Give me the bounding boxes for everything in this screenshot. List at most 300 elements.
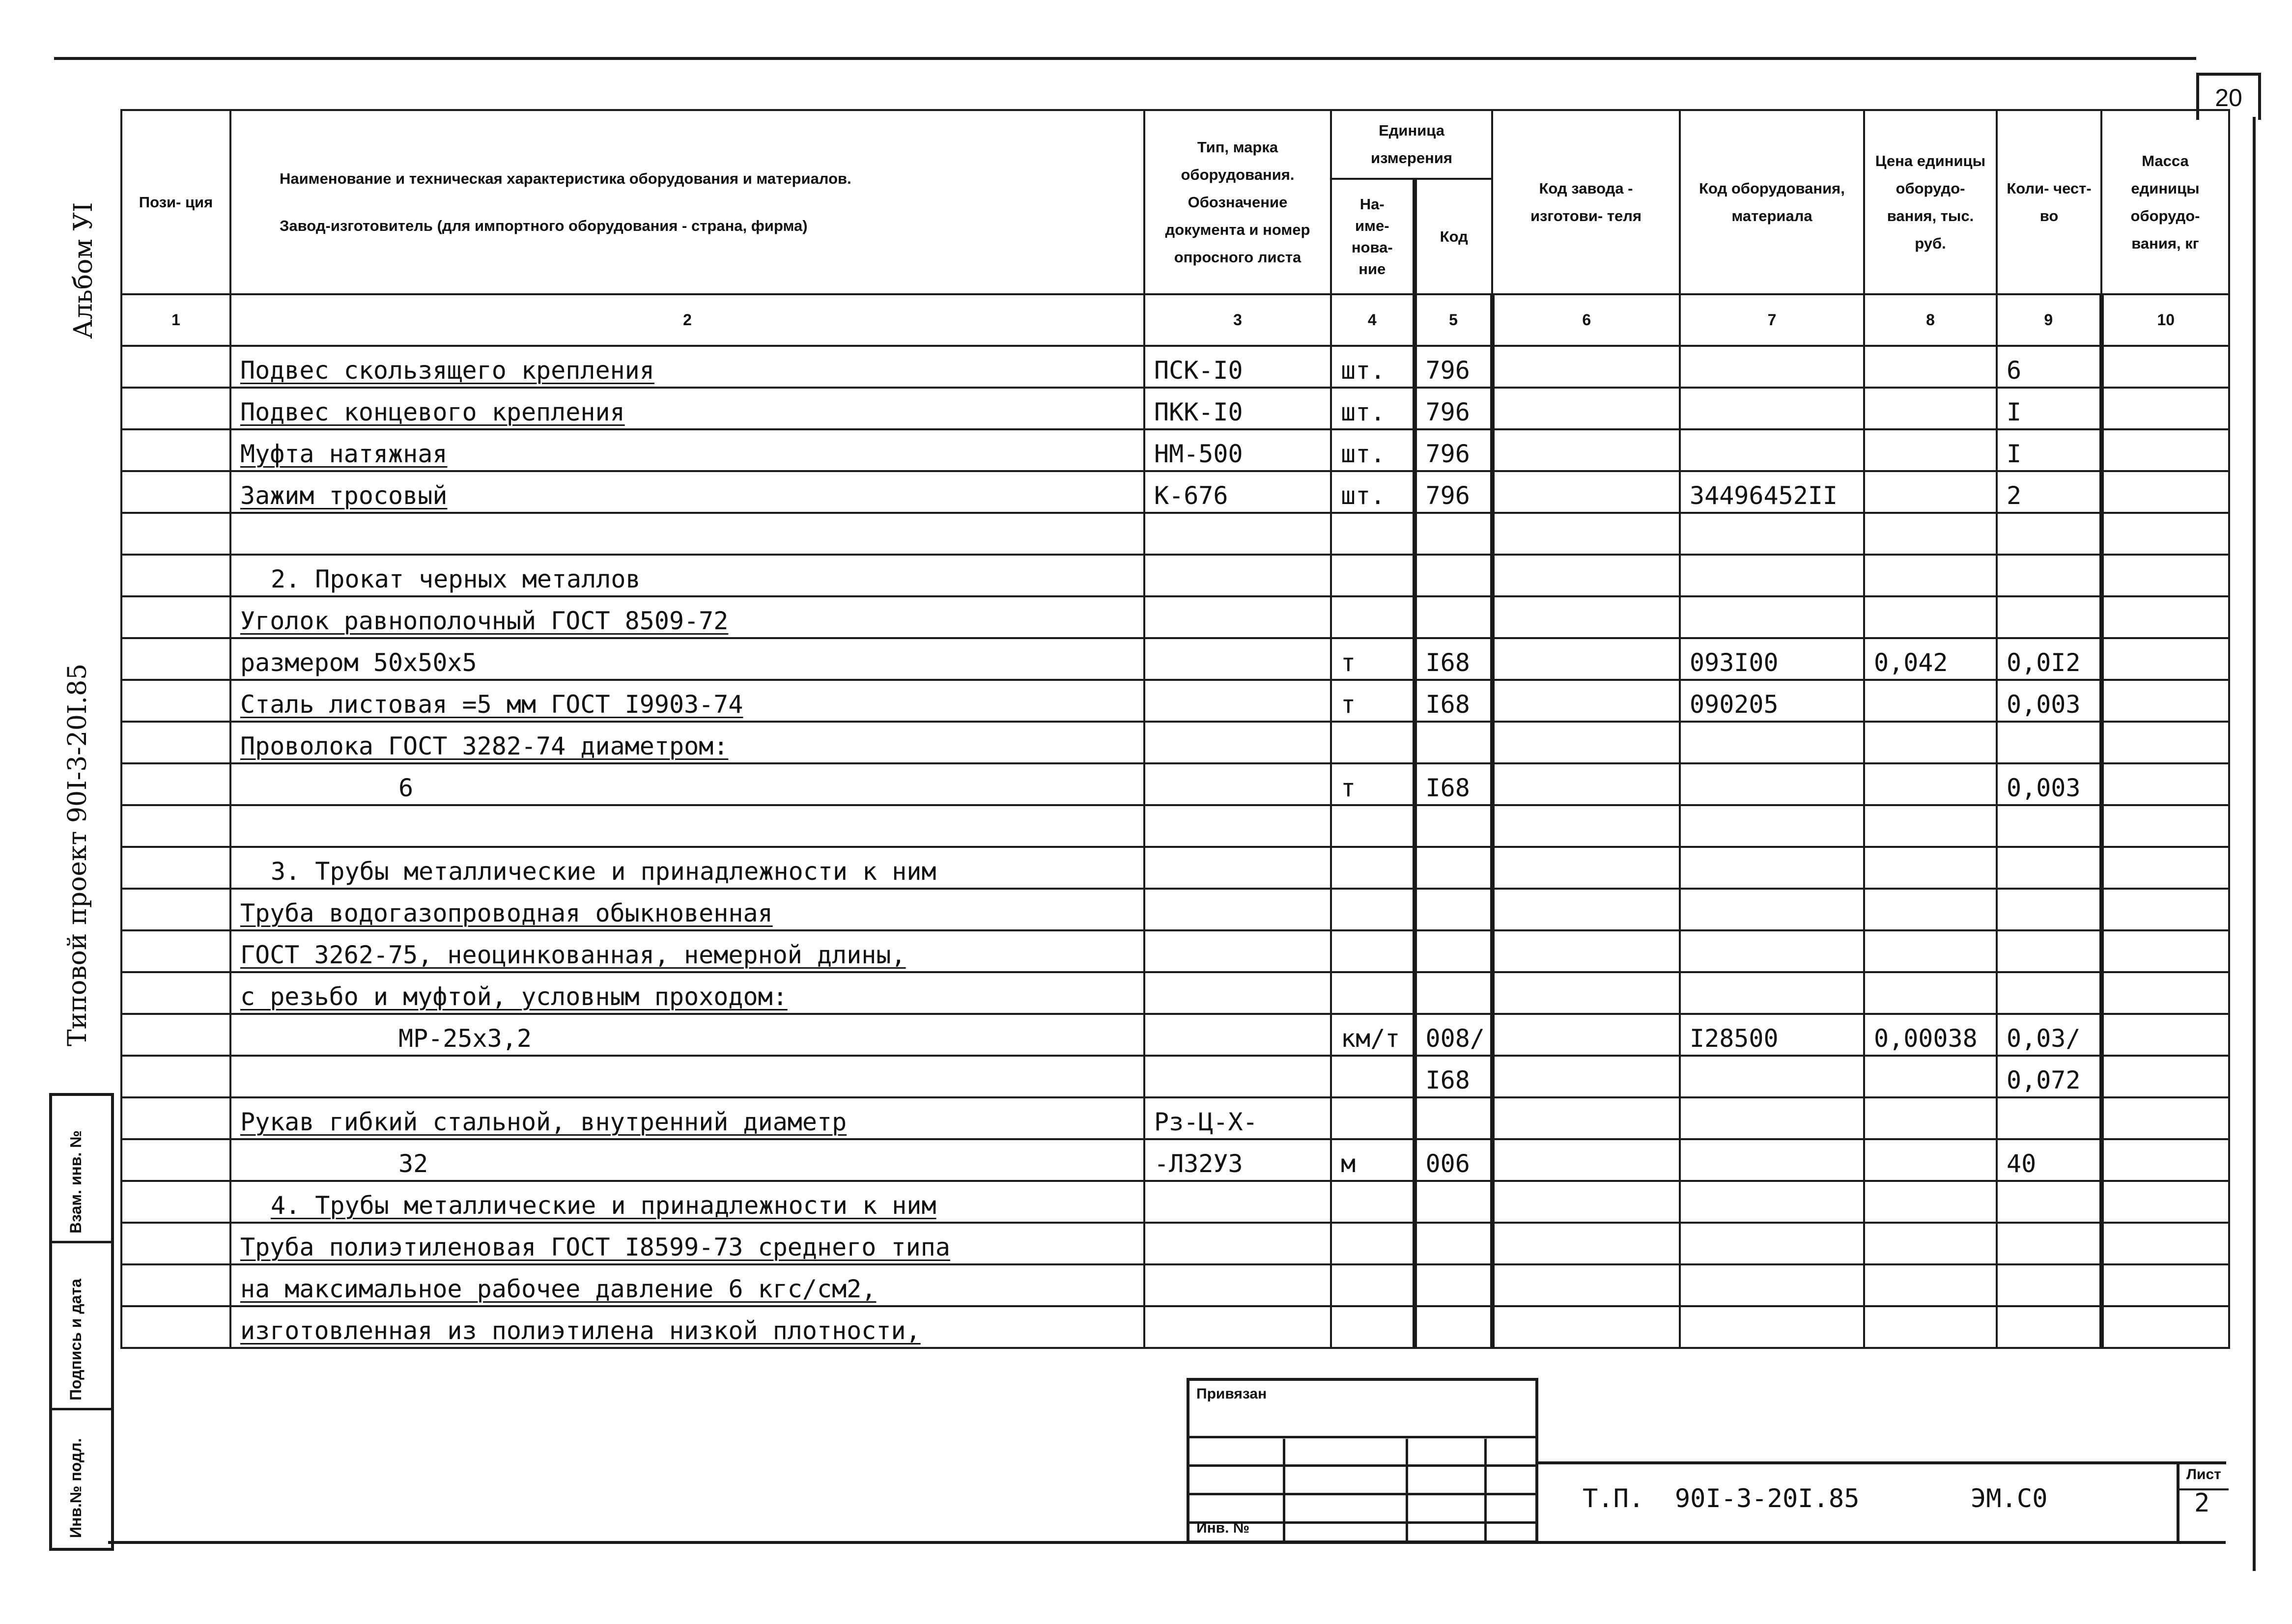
unit-mass [2101, 972, 2229, 1014]
pos-cell [121, 1264, 230, 1306]
item-type-text: К-676 [1154, 481, 1228, 510]
item-name-text: размером 50х50х5 [240, 648, 477, 677]
table-row [121, 1223, 2229, 1264]
unit-name [1331, 471, 1415, 513]
unit-code-text: I68 [1425, 1066, 1470, 1094]
unit-price-text: 0,00038 [1874, 1024, 1978, 1053]
equipment-code [1680, 596, 1864, 638]
item-type [1144, 805, 1331, 847]
quantity [1997, 1097, 2101, 1139]
item-type-text: Рз-Ц-Х- [1154, 1108, 1258, 1136]
unit-mass [2101, 1139, 2229, 1181]
stamp-grid-line [1406, 1439, 1408, 1543]
quantity [1997, 471, 2101, 513]
unit-price [1864, 680, 1997, 722]
item-name [230, 429, 1144, 471]
bound-label: Привязан [1196, 1386, 1267, 1402]
unit-code [1415, 763, 1492, 805]
header-price: Цена единицы оборудо- вания, тыс. руб. [1864, 110, 1997, 294]
unit-code [1415, 1014, 1492, 1056]
item-name [230, 1056, 1144, 1097]
unit-code [1415, 1223, 1492, 1264]
item-name-text: изготовленная из полиэтилена низкой плотности, [240, 1316, 921, 1345]
item-name [230, 1264, 1144, 1306]
pos-cell [121, 972, 230, 1014]
item-name [230, 471, 1144, 513]
quantity [1997, 1139, 2101, 1181]
quantity [1997, 1264, 2101, 1306]
item-name-text: Сталь листовая =5 мм ГОСТ I9903-74 [240, 690, 743, 719]
quantity-text: 2 [2007, 481, 2022, 510]
pos-cell [121, 346, 230, 388]
item-type-text: НМ-500 [1154, 440, 1243, 468]
unit-mass [2101, 388, 2229, 429]
table-row [121, 889, 2229, 930]
unit-price [1864, 388, 1997, 429]
pos-cell [121, 555, 230, 596]
item-type [1144, 972, 1331, 1014]
equipment-code-text: 090205 [1690, 690, 1779, 719]
item-name [230, 596, 1144, 638]
project-label: Типовой проект 90I-3-20I.85 [63, 663, 92, 1046]
plant-code [1492, 429, 1680, 471]
unit-name [1331, 638, 1415, 680]
colnum-8: 8 [1864, 294, 1997, 346]
plant-code [1492, 972, 1680, 1014]
unit-price [1864, 513, 1997, 555]
item-name-text: Подвес скользящего крепления [240, 356, 654, 385]
unit-code-text: I68 [1425, 648, 1470, 677]
unit-code [1415, 346, 1492, 388]
item-name [230, 805, 1144, 847]
colnum-9: 9 [1997, 294, 2101, 346]
unit-code [1415, 429, 1492, 471]
item-name [230, 555, 1144, 596]
unit-price [1864, 429, 1997, 471]
unit-price [1864, 763, 1997, 805]
item-name-text: Труба полиэтиленовая ГОСТ I8599-73 среднего типа [240, 1233, 950, 1261]
plant-code [1492, 388, 1680, 429]
header-equipment-code: Код оборудования, материала [1680, 110, 1864, 294]
plant-code [1492, 346, 1680, 388]
unit-mass [2101, 680, 2229, 722]
quantity [1997, 972, 2101, 1014]
plant-code [1492, 1056, 1680, 1097]
item-name [230, 722, 1144, 763]
unit-name [1331, 388, 1415, 429]
unit-name-text: шт. [1341, 356, 1386, 385]
quantity [1997, 1306, 2101, 1348]
unit-name [1331, 555, 1415, 596]
equipment-code [1680, 346, 1864, 388]
unit-price [1864, 471, 1997, 513]
top-border-line [54, 57, 2196, 60]
equipment-code [1680, 638, 1864, 680]
pos-cell [121, 847, 230, 889]
table-row [121, 555, 2229, 596]
item-type [1144, 1056, 1331, 1097]
plant-code [1492, 930, 1680, 972]
item-name-text: 4. Трубы металлические и принадлежности к ним [271, 1191, 936, 1220]
item-type [1144, 513, 1331, 555]
quantity [1997, 763, 2101, 805]
unit-price-text: 0,042 [1874, 648, 1948, 677]
item-type [1144, 1139, 1331, 1181]
unit-code [1415, 1056, 1492, 1097]
quantity [1997, 1181, 2101, 1223]
inventory-no-label: Инв. № [1196, 1520, 1250, 1536]
plant-code [1492, 1306, 1680, 1348]
unit-price [1864, 1097, 1997, 1139]
unit-mass [2101, 1223, 2229, 1264]
sheet-cell [2177, 1461, 2229, 1543]
unit-name [1331, 1139, 1415, 1181]
item-type-text: ПСК-I0 [1154, 356, 1243, 385]
unit-mass [2101, 638, 2229, 680]
colnum-10: 10 [2101, 294, 2229, 346]
plant-code [1492, 1139, 1680, 1181]
item-type [1144, 1097, 1331, 1139]
unit-code-text: 796 [1425, 398, 1470, 426]
pos-cell [121, 1223, 230, 1264]
plant-code [1492, 1014, 1680, 1056]
pos-cell [121, 1306, 230, 1348]
quantity [1997, 930, 2101, 972]
item-type [1144, 346, 1331, 388]
unit-mass [2101, 930, 2229, 972]
unit-price [1864, 805, 1997, 847]
unit-name [1331, 429, 1415, 471]
item-name [230, 1181, 1144, 1223]
unit-mass [2101, 805, 2229, 847]
unit-code [1415, 805, 1492, 847]
item-type [1144, 1306, 1331, 1348]
unit-code [1415, 388, 1492, 429]
quantity-text: 6 [2007, 356, 2022, 385]
unit-price [1864, 1139, 1997, 1181]
unit-code [1415, 1306, 1492, 1348]
stamp-grid-line [1283, 1439, 1285, 1543]
pos-cell [121, 1139, 230, 1181]
unit-code [1415, 638, 1492, 680]
plant-code [1492, 722, 1680, 763]
header-position: Пози- ция [121, 110, 230, 294]
equipment-code [1680, 1181, 1864, 1223]
pos-cell [121, 889, 230, 930]
unit-name [1331, 1223, 1415, 1264]
unit-mass [2101, 555, 2229, 596]
quantity [1997, 805, 2101, 847]
quantity [1997, 596, 2101, 638]
item-name [230, 1097, 1144, 1139]
table-row [121, 471, 2229, 513]
unit-mass [2101, 847, 2229, 889]
unit-mass [2101, 763, 2229, 805]
item-name [230, 763, 1144, 805]
unit-mass [2101, 1181, 2229, 1223]
unit-price [1864, 555, 1997, 596]
pos-cell [121, 596, 230, 638]
item-name [230, 889, 1144, 930]
quantity [1997, 346, 2101, 388]
colnum-6: 6 [1492, 294, 1680, 346]
title-block [1538, 1461, 2226, 1546]
item-type [1144, 1181, 1331, 1223]
equipment-code [1680, 388, 1864, 429]
quantity-text: I [2007, 398, 2022, 426]
quantity [1997, 555, 2101, 596]
item-type [1144, 930, 1331, 972]
table-row [121, 930, 2229, 972]
table-row [121, 972, 2229, 1014]
unit-code [1415, 1181, 1492, 1223]
quantity-text: 0,003 [2007, 690, 2081, 719]
pos-cell [121, 1097, 230, 1139]
equipment-code [1680, 1139, 1864, 1181]
quantity [1997, 889, 2101, 930]
equipment-code [1680, 429, 1864, 471]
unit-code [1415, 1139, 1492, 1181]
pos-cell [121, 513, 230, 555]
unit-mass [2101, 1014, 2229, 1056]
equipment-code [1680, 1223, 1864, 1264]
unit-price [1864, 1181, 1997, 1223]
pos-cell [121, 1056, 230, 1097]
quantity [1997, 429, 2101, 471]
plant-code [1492, 1181, 1680, 1223]
unit-mass [2101, 1097, 2229, 1139]
equipment-code [1680, 763, 1864, 805]
item-name [230, 513, 1144, 555]
unit-name [1331, 763, 1415, 805]
column-number-row [121, 294, 2229, 346]
equipment-code [1680, 1014, 1864, 1056]
quantity-text: 0,003 [2007, 774, 2081, 802]
unit-name [1331, 930, 1415, 972]
table-row [121, 805, 2229, 847]
table-row [121, 1014, 2229, 1056]
item-name [230, 346, 1144, 388]
table-row [121, 763, 2229, 805]
sign-date-cell [52, 1243, 111, 1410]
stamp-grid-line [1189, 1493, 1535, 1495]
unit-price [1864, 1014, 1997, 1056]
unit-code [1415, 1097, 1492, 1139]
item-type-text: -Л32У3 [1154, 1149, 1243, 1178]
quantity [1997, 1056, 2101, 1097]
header-name [230, 110, 1144, 294]
unit-code-text: 006 [1425, 1149, 1470, 1178]
unit-code-text: I68 [1425, 774, 1470, 802]
equipment-code [1680, 1097, 1864, 1139]
replace-inv-cell [52, 1096, 111, 1243]
unit-name-text: м [1341, 1149, 1356, 1178]
unit-mass [2101, 471, 2229, 513]
item-name-text: Труба водогазопроводная обыкновенная [240, 899, 773, 927]
unit-price [1864, 1223, 1997, 1264]
unit-code [1415, 930, 1492, 972]
unit-code [1415, 722, 1492, 763]
item-type [1144, 471, 1331, 513]
quantity [1997, 1014, 2101, 1056]
colnum-2: 2 [230, 294, 1144, 346]
album-label: Альбом УI [69, 202, 98, 339]
unit-mass [2101, 889, 2229, 930]
unit-name-text: шт. [1341, 481, 1386, 510]
unit-name [1331, 1306, 1415, 1348]
colnum-5: 5 [1415, 294, 1492, 346]
unit-name-text: т [1341, 774, 1356, 802]
specification-table [120, 109, 2230, 1349]
plant-code [1492, 638, 1680, 680]
header-name-line1: Наименование и техническая характеристика оборудования и материалов. [280, 169, 851, 187]
replace-inv-label: Взам. инв. № [67, 1130, 85, 1233]
equipment-code [1680, 972, 1864, 1014]
unit-code [1415, 513, 1492, 555]
unit-name-text: шт. [1341, 398, 1386, 426]
table-row [121, 1139, 2229, 1181]
unit-price [1864, 1056, 1997, 1097]
header-quantity: Коли- чест- во [1997, 110, 2101, 294]
unit-code [1415, 847, 1492, 889]
item-name-text: 2. Прокат черных металлов [271, 565, 641, 593]
table-row [121, 1264, 2229, 1306]
equipment-code-text: I28500 [1690, 1024, 1779, 1053]
unit-name [1331, 1181, 1415, 1223]
unit-name-text: шт. [1341, 440, 1386, 468]
unit-price [1864, 1306, 1997, 1348]
document-code: Т.П. 90I-3-20I.85 [1583, 1484, 1860, 1513]
item-name [230, 388, 1144, 429]
equipment-code [1680, 513, 1864, 555]
unit-mass [2101, 513, 2229, 555]
header-unit: Единица измерения [1331, 110, 1492, 179]
equipment-code [1680, 930, 1864, 972]
item-name-text: 3. Трубы металлические и принадлежности к ним [271, 857, 936, 886]
equipment-code [1680, 889, 1864, 930]
item-type [1144, 1264, 1331, 1306]
unit-name [1331, 972, 1415, 1014]
table-row [121, 638, 2229, 680]
equipment-code [1680, 471, 1864, 513]
plant-code [1492, 513, 1680, 555]
unit-mass [2101, 429, 2229, 471]
plant-code [1492, 1264, 1680, 1306]
sheet-number: 2 [2194, 1488, 2210, 1518]
item-name-text: 32 [398, 1149, 428, 1178]
left-stamp-strip [49, 1093, 114, 1551]
unit-code [1415, 596, 1492, 638]
item-name [230, 930, 1144, 972]
inv-orig-label: Инв.№ подл. [67, 1438, 85, 1538]
table-row [121, 847, 2229, 889]
table-row [121, 513, 2229, 555]
unit-name [1331, 680, 1415, 722]
item-name-text: МР-25х3,2 [398, 1024, 532, 1053]
pos-cell [121, 1014, 230, 1056]
plant-code [1492, 471, 1680, 513]
plant-code [1492, 596, 1680, 638]
table-row [121, 680, 2229, 722]
unit-price [1864, 346, 1997, 388]
unit-code [1415, 680, 1492, 722]
pos-cell [121, 763, 230, 805]
unit-name [1331, 596, 1415, 638]
unit-code [1415, 471, 1492, 513]
item-name [230, 1306, 1144, 1348]
item-name-text: Зажим тросовый [240, 481, 448, 510]
unit-price [1864, 930, 1997, 972]
unit-name-text: т [1341, 690, 1356, 719]
equipment-code [1680, 1264, 1864, 1306]
table-row [121, 596, 2229, 638]
colnum-3: 3 [1144, 294, 1331, 346]
pos-cell [121, 1181, 230, 1223]
header-mass: Масса единицы оборудо- вания, кг [2101, 110, 2229, 294]
item-name-text: 6 [398, 774, 414, 802]
unit-name [1331, 346, 1415, 388]
page-number: 20 [2196, 73, 2261, 120]
unit-mass [2101, 722, 2229, 763]
equipment-code [1680, 1306, 1864, 1348]
unit-price [1864, 847, 1997, 889]
table-row [121, 1097, 2229, 1139]
plant-code [1492, 680, 1680, 722]
stamp-grid-line [1484, 1439, 1487, 1543]
pos-cell [121, 638, 230, 680]
unit-code-text: 796 [1425, 356, 1470, 385]
equipment-code [1680, 555, 1864, 596]
sheet-label: Лист [2186, 1466, 2221, 1483]
table-row [121, 388, 2229, 429]
quantity-text: I [2007, 440, 2022, 468]
header-plant-code: Код завода - изготови- теля [1492, 110, 1680, 294]
plant-code [1492, 763, 1680, 805]
colnum-4: 4 [1331, 294, 1415, 346]
stamp-grid-line [1189, 1436, 1535, 1438]
equipment-code [1680, 1056, 1864, 1097]
colnum-1: 1 [121, 294, 230, 346]
item-type-text: ПКК-I0 [1154, 398, 1243, 426]
unit-mass [2101, 1306, 2229, 1348]
item-name-text: на максимальное рабочее давление 6 кгс/см2, [240, 1275, 877, 1303]
unit-name [1331, 1014, 1415, 1056]
unit-mass [2101, 1264, 2229, 1306]
item-name [230, 1014, 1144, 1056]
item-name-text: Проволока ГОСТ 3282-74 диаметром: [240, 732, 729, 760]
stamp-grid-line [1189, 1464, 1535, 1467]
unit-code [1415, 972, 1492, 1014]
unit-code-text: 796 [1425, 481, 1470, 510]
item-type [1144, 680, 1331, 722]
section-code: ЭМ.С0 [1971, 1484, 2048, 1513]
unit-code [1415, 555, 1492, 596]
plant-code [1492, 555, 1680, 596]
unit-code-text: 796 [1425, 440, 1470, 468]
quantity [1997, 680, 2101, 722]
quantity-text: 0,072 [2007, 1066, 2081, 1094]
item-type [1144, 847, 1331, 889]
right-border-line [2253, 117, 2256, 1571]
sign-date-label: Подпись и дата [67, 1279, 85, 1400]
quantity-text: 0,0I2 [2007, 648, 2081, 677]
plant-code [1492, 1097, 1680, 1139]
unit-price [1864, 1264, 1997, 1306]
pos-cell [121, 680, 230, 722]
quantity [1997, 638, 2101, 680]
item-name [230, 680, 1144, 722]
item-name [230, 847, 1144, 889]
